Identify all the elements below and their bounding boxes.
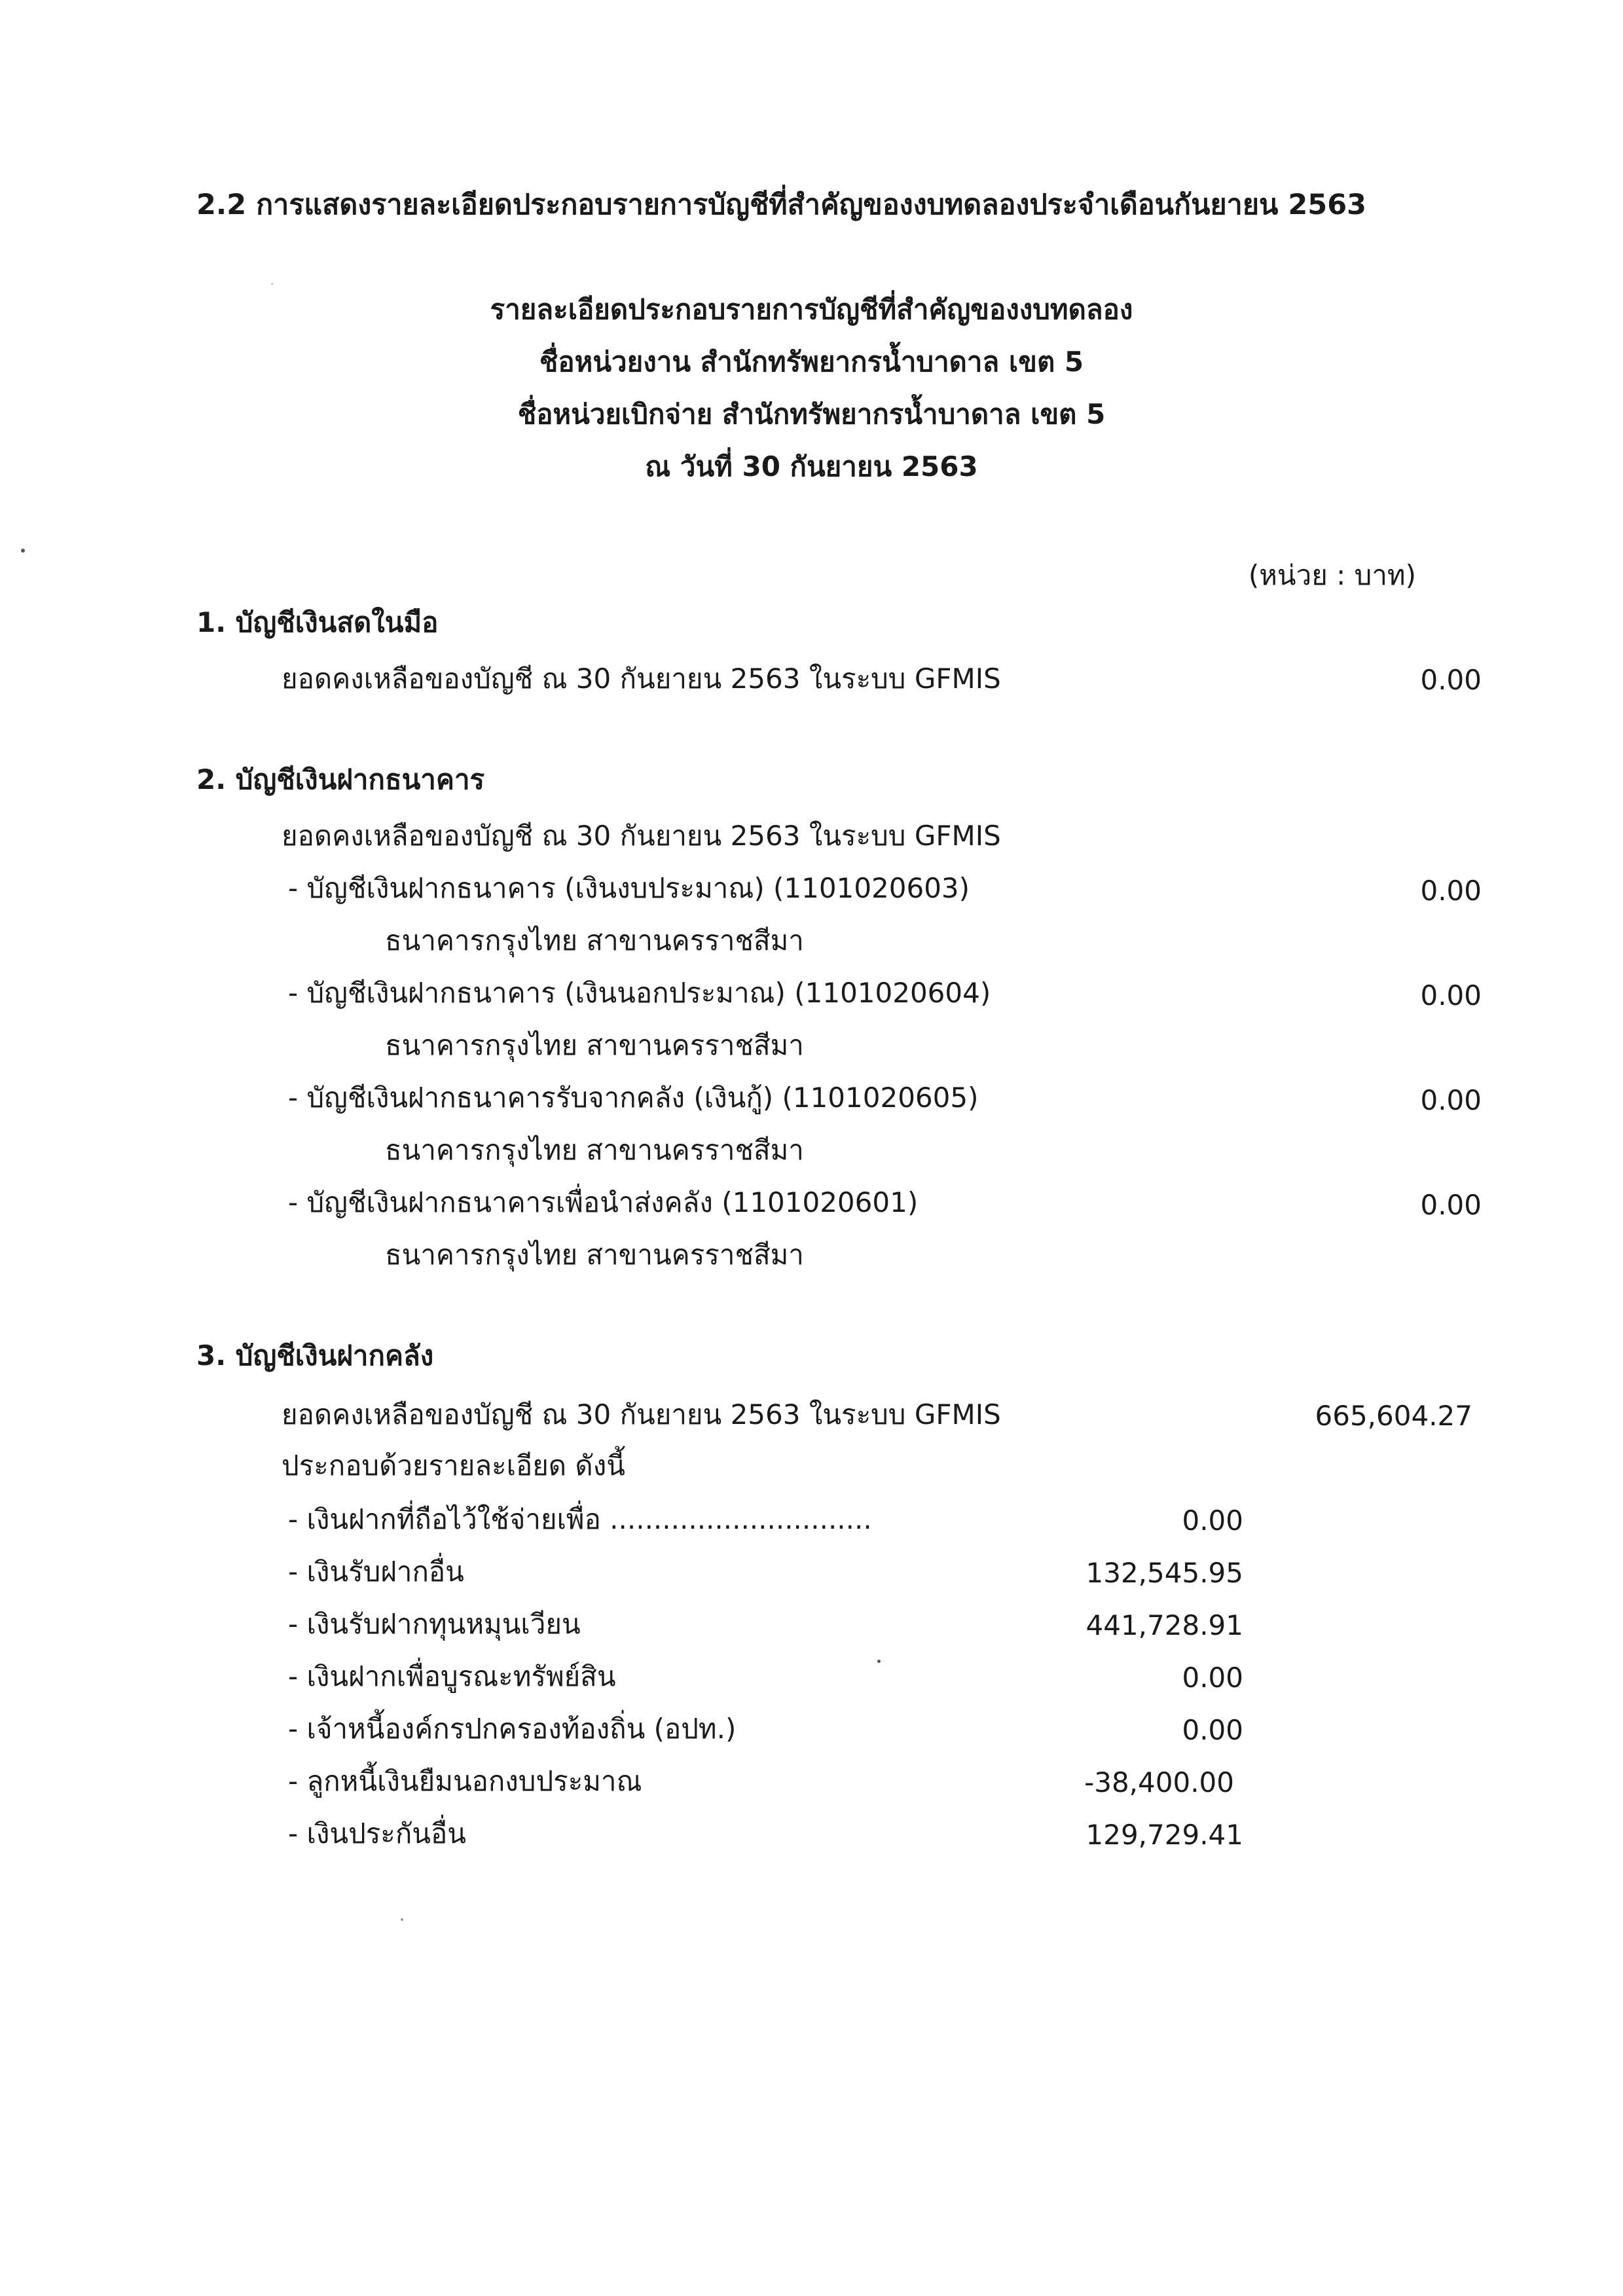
treasury-item-7-label: - เงินประกันอื่น (288, 1817, 466, 1850)
section-1-heading: 1. บัญชีเงินสดในมือ (196, 606, 439, 638)
section-3-detail-label: ประกอบด้วยรายละเอียด ดังนี้ (282, 1449, 625, 1482)
bank-account-3-label: - บัญชีเงินฝากธนาคารรับจากคลัง (เงินกู้) (1101020605) (288, 1082, 979, 1114)
treasury-item-4-value: 0.00 (1182, 1662, 1243, 1694)
report-title: รายละเอียดประกอบรายการบัญชีที่สำคัญของงบทดลอง (490, 293, 1133, 325)
section-1-balance-value: 0.00 (1420, 664, 1482, 696)
bank-account-1-value: 0.00 (1420, 875, 1482, 907)
treasury-item-4-label: - เงินฝากเพื่อบูรณะทรัพย์สิน (288, 1660, 616, 1692)
treasury-item-1-value: 0.00 (1182, 1504, 1243, 1537)
bank-account-2-bank: ธนาคารกรุงไทย สาขานครราชสีมา (385, 1029, 804, 1061)
report-date: ณ วันที่ 30 กันยายน 2563 (645, 450, 978, 483)
treasury-item-7-value: 129,729.41 (1085, 1819, 1243, 1851)
treasury-item-1-label: - เงินฝากที่ถือไว้ใช้จ่ายเพื่อ .............................. (288, 1503, 872, 1535)
bank-account-4-bank: ธนาคารกรุงไทย สาขานครราชสีมา (385, 1239, 804, 1271)
section-heading: 2.2 การแสดงรายละเอียดประกอบรายการบัญชีที่สำคัญของงบทดลองประจำเดือนกันยายน 2563 (196, 189, 1367, 221)
bank-account-1-bank: ธนาคารกรุงไทย สาขานครราชสีมา (385, 924, 804, 957)
scan-speck (21, 549, 25, 553)
scan-speck (401, 1918, 403, 1921)
bank-account-2-value: 0.00 (1420, 979, 1482, 1011)
scan-speck (271, 283, 273, 285)
treasury-item-2-label: - เงินรับฝากอื่น (288, 1556, 464, 1588)
section-1-balance-label: ยอดคงเหลือของบัญชี ณ 30 กันยายน 2563 ในระบบ GFMIS (282, 663, 1001, 695)
bank-account-3-value: 0.00 (1420, 1084, 1482, 1116)
bank-account-2-label: - บัญชีเงินฝากธนาคาร (เงินนอกประมาณ) (1101020604) (288, 977, 991, 1009)
agency-name: ชื่อหน่วยงาน สำนักทรัพยากรน้ำบาดาล เขต 5 (539, 346, 1084, 378)
section-3-balance-value: 665,604.27 (1315, 1400, 1472, 1432)
treasury-item-5-label: - เจ้าหนี้องค์กรปกครองท้องถิ่น (อปท.) (288, 1713, 737, 1745)
treasury-item-6-value: -38,400.00 (1084, 1766, 1234, 1798)
bank-account-4-value: 0.00 (1420, 1189, 1482, 1221)
treasury-item-5-value: 0.00 (1182, 1714, 1243, 1746)
treasury-item-2-value: 132,545.95 (1085, 1557, 1243, 1589)
section-2-balance-label: ยอดคงเหลือของบัญชี ณ 30 กันยายน 2563 ในระบบ GFMIS (282, 820, 1001, 852)
disbursing-unit-name: ชื่อหน่วยเบิกจ่าย สำนักทรัพยากรน้ำบาดาล เขต 5 (517, 398, 1106, 430)
section-2-heading: 2. บัญชีเงินฝากธนาคาร (196, 763, 485, 795)
unit-label: (หน่วย : บาท) (1248, 559, 1416, 591)
treasury-item-6-label: - ลูกหนี้เงินยืมนอกงบประมาณ (288, 1765, 642, 1797)
section-3-heading: 3. บัญชีเงินฝากคลัง (196, 1339, 434, 1372)
scan-speck (877, 1660, 881, 1663)
bank-account-4-label: - บัญชีเงินฝากธนาคารเพื่อนำส่งคลัง (1101020601) (288, 1186, 919, 1218)
bank-account-1-label: - บัญชีเงินฝากธนาคาร (เงินงบประมาณ) (1101020603) (288, 872, 970, 904)
treasury-item-3-value: 441,728.91 (1085, 1609, 1243, 1641)
treasury-item-3-label: - เงินรับฝากทุนหมุนเวียน (288, 1608, 581, 1640)
bank-account-3-bank: ธนาคารกรุงไทย สาขานครราชสีมา (385, 1134, 804, 1166)
section-3-balance-label: ยอดคงเหลือของบัญชี ณ 30 กันยายน 2563 ในระบบ GFMIS (282, 1398, 1001, 1430)
